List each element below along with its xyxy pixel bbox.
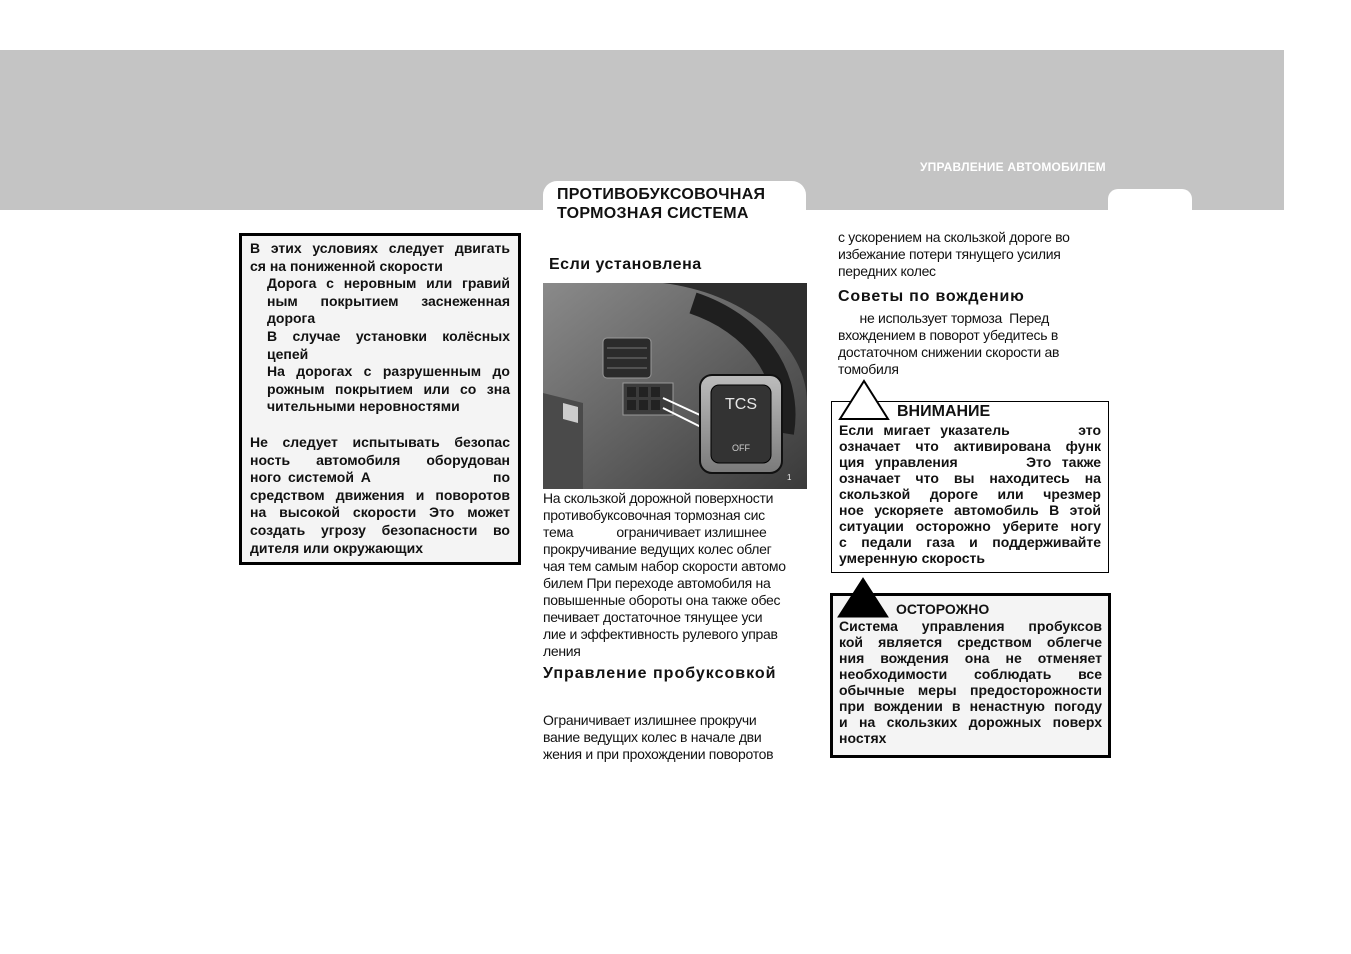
tcs-description-line: лие и эффективность рулевого управ: [543, 626, 778, 642]
tcs-description-line: прокручивание ведущих колес облег: [543, 541, 772, 557]
tcs-description-line: тема ограничивает излишнее: [543, 524, 767, 540]
caution-title: ОСТОРОЖНО: [896, 601, 990, 617]
driving-tips-text: [838, 310, 1102, 378]
warning-line: умеренную скорость: [839, 550, 985, 566]
page-title: [543, 181, 806, 225]
warning-line: ситуации осторожно уберите ногу: [839, 518, 1101, 534]
caution-line: необходимости соблюдать все: [839, 666, 1102, 682]
tcs-description-line: противобуксовочная тормозная сис: [543, 507, 765, 523]
warning-box: [831, 401, 1109, 573]
safety-warning-line: создать угрозу безопасности во: [250, 521, 510, 538]
warning-line: с педали газа и поддерживайте: [839, 534, 1101, 550]
condition-line: В случае установки колёсных: [267, 327, 510, 344]
warning-line: ция управления Это также: [839, 454, 1101, 470]
traction-control-text: [543, 712, 807, 763]
driving-tips-line: вхождением в поворот убедитесь в: [838, 327, 1058, 343]
warning-line: ное ускоряете автомобиль В этой: [839, 502, 1101, 518]
caution-line: ния вождения она не отменяет: [839, 650, 1102, 666]
warning-line: Если мигает указатель это: [839, 422, 1101, 438]
tcs-description-line: чая тем самым набор скорости автомо: [543, 558, 786, 574]
page-title-line: ТОРМОЗНАЯ СИСТЕМА: [557, 205, 749, 222]
figure-number: 1: [787, 473, 792, 482]
safety-warning-line: на высокой скорости Это может: [250, 504, 510, 521]
condition-line: рожным покрытием или со зна: [267, 380, 510, 397]
driving-tips-line: не использует тормоза Перед: [838, 310, 1049, 326]
warning-triangle-icon: [838, 379, 890, 421]
tcs-description-line: повышенные обороты она также обес: [543, 592, 781, 608]
condition-item: [250, 363, 510, 416]
caution-line: кой являетcя средством облегче: [839, 634, 1102, 650]
off-label: OFF: [732, 443, 750, 453]
conditions-intro-line: В этих условиях следует двигать: [250, 240, 510, 256]
dashboard-illustration: [543, 283, 807, 489]
condition-line: На дорогах с разрушенным до: [267, 363, 510, 380]
caution-line: при вождении в ненастную погоду: [839, 698, 1102, 714]
warning-line: означает что вы находитесь на: [839, 470, 1101, 486]
caution-line: и на скользких дорожных поверх: [839, 714, 1102, 730]
safety-warning-line: средством движения и поворотов: [250, 486, 510, 503]
caution-triangle-icon: [836, 577, 890, 619]
traction-control-line: Ограничивает излишнее прокручи: [543, 712, 757, 728]
tcs-switch-photo: [543, 283, 807, 489]
safety-warning-line: ного системой А по: [250, 469, 510, 486]
driving-tips-line: достаточном снижении скорости ав: [838, 344, 1060, 360]
traction-control-line: жения и при прохождении поворотов: [543, 746, 774, 762]
warning-line: скользкой дороге или чрезмер: [839, 486, 1101, 502]
condition-item: [250, 275, 510, 328]
caution-line: обычные меры предосторожности: [839, 682, 1102, 698]
continued-line: передних колес: [838, 263, 936, 279]
tcs-description-line: ления: [543, 643, 581, 659]
driving-tips-line: томобиля: [838, 361, 899, 377]
tcs-description-line: билем При переходе автомобиля на: [543, 575, 771, 591]
safety-warning-line: дителя или окружающих: [250, 539, 424, 556]
traction-control-heading: Управление пробуксовкой: [543, 665, 777, 682]
continued-text: [838, 229, 1102, 280]
continued-line: с ускорением на скользкой дороге во: [838, 229, 1070, 245]
tcs-description: [543, 490, 807, 660]
driving-tips-heading: Советы по вождению: [838, 288, 1025, 305]
condition-item: [250, 328, 510, 363]
condition-line: дорога: [267, 310, 316, 327]
page-number-tab: [1108, 189, 1192, 211]
condition-line: ным покрытием заснеженная: [267, 292, 510, 309]
condition-line: Дорога с неровным или гравий: [267, 275, 510, 292]
traction-control-line: вание ведущих колес в начале дви: [543, 729, 762, 745]
safety-warning-line: Не следует испытывать безопас: [250, 433, 510, 450]
safety-warning-line: ность автомобиля оборудован: [250, 451, 510, 468]
page-title-line: ПРОТИВОБУКСОВОЧНАЯ: [557, 186, 766, 203]
tcs-description-line: печивает достаточное тянущее уси: [543, 609, 763, 625]
installed-heading: Если установлена: [549, 256, 702, 273]
warning-line: означает что активирована функ: [839, 438, 1101, 454]
conditions-box: [239, 233, 521, 565]
conditions-intro-line: ся на пониженной скорости: [250, 257, 443, 274]
caution-line: Система управления пробуксов: [839, 618, 1102, 634]
section-label: УПРАВЛЕНИЕ АВТОМОБИЛЕМ: [920, 160, 1106, 174]
condition-line: чительными неровностями: [267, 398, 460, 415]
tcs-label: TCS: [725, 396, 757, 413]
caution-line: ностях: [839, 730, 887, 746]
continued-line: избежание потери тянущего усилия: [838, 246, 1061, 262]
tcs-description-line: На скользкой дорожной поверхности: [543, 490, 774, 506]
condition-line: цепей: [267, 345, 309, 362]
warning-title: ВНИМАНИЕ: [897, 403, 991, 420]
